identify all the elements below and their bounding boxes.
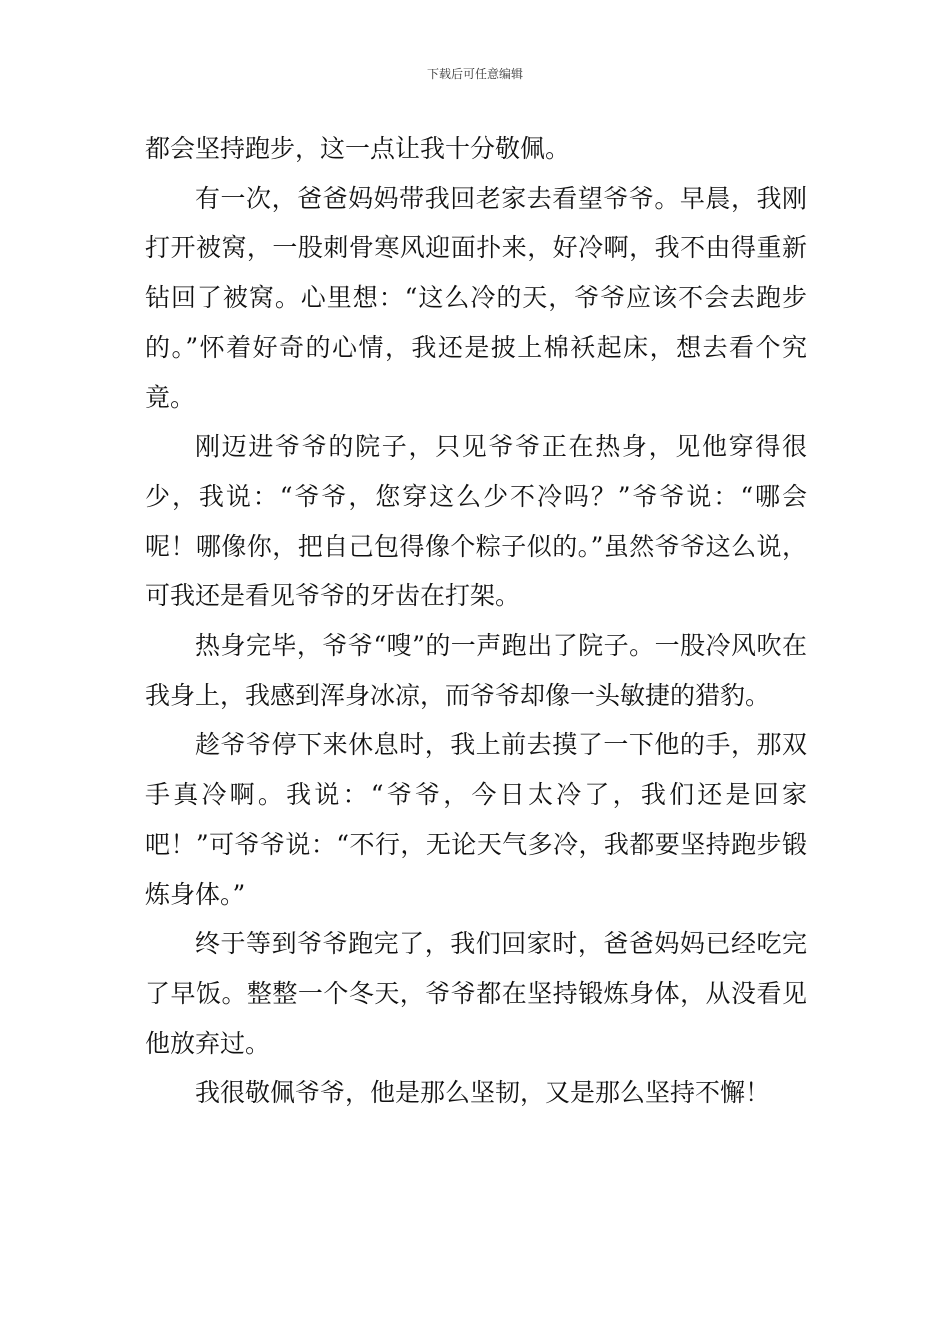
paragraph-4: 热身完毕，爷爷“嗖”的一声跑出了院子。一股冷风吹在我身上，我感到浑身冰凉，而爷爷却像一头敏捷的猎豹。	[145, 631, 807, 710]
page-header: 下载后可任意编辑	[426, 67, 523, 81]
paragraph-2: 有一次，爸爸妈妈带我回老家去看望爷爷。早晨，我刚打开被窝，一股刺骨寒风迎面扑来，好冷啊，我不由得重新钻回了被窝。心里想：“这么冷的天，爷爷应该不会去跑步的。”怀着好奇的心情，我还是披上棉袄起床，想去看个究竟。	[145, 183, 807, 412]
article-body	[145, 124, 807, 1118]
paragraph-1: 都会坚持跑步，这一点让我十分敬佩。	[145, 134, 571, 163]
paragraph-7: 我很敬佩爷爷，他是那么坚韧，又是那么坚持不懈！	[195, 1078, 771, 1108]
paragraph-3: 刚迈进爷爷的院子，只见爷爷正在热身，见他穿得很少，我说：“爷爷，您穿这么少不冷吗？”爷爷说：“哪会呢！哪像你，把自己包得像个粽子似的。”虽然爷爷这么说，可我还是看见爷爷的牙齿在打架。	[145, 432, 807, 611]
paragraph-6: 终于等到爷爷跑完了，我们回家时，爸爸妈妈已经吃完了早饭。整整一个冬天，爷爷都在坚持锻炼身体，从没看见他放弃过。	[145, 929, 807, 1058]
paragraph-5: 趁爷爷停下来休息时，我上前去摸了一下他的手，那双手真冷啊。我说：“爷爷，今日太冷了，我们还是回家吧！”可爷爷说：“不行，无论天气多冷，我都要坚持跑步锻炼身体。”	[145, 730, 807, 909]
